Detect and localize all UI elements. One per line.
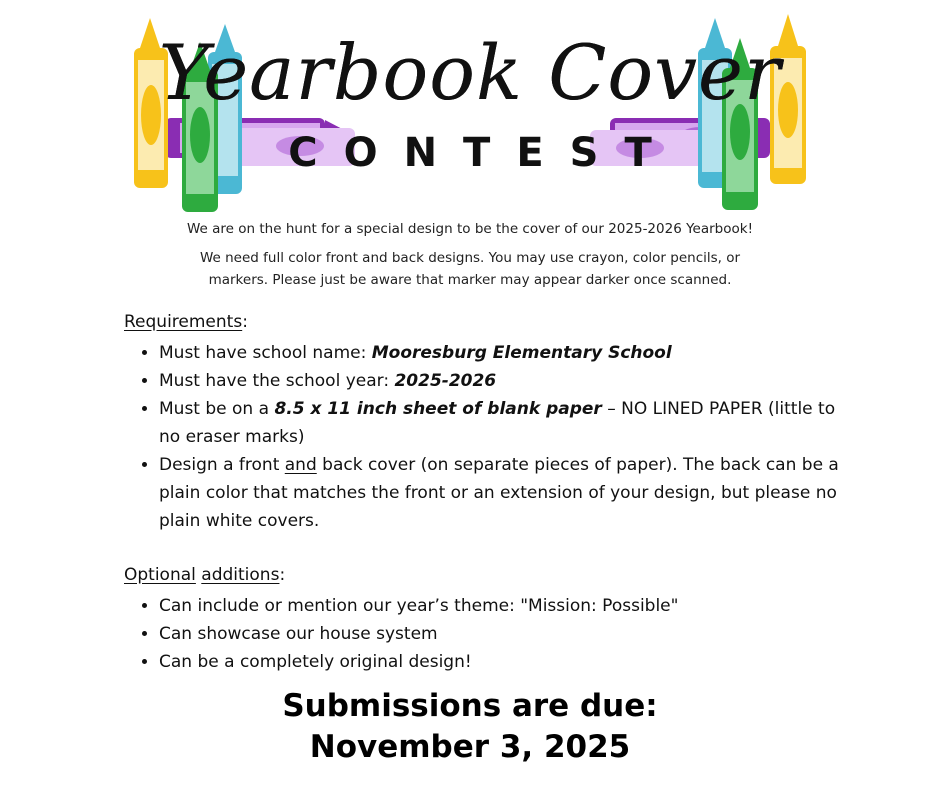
- requirement-text: Design a front: [159, 455, 285, 475]
- intro-line-2: We need full color front and back designs. You may use crayon, color pencils, or markers. Please just be aware that marker may appear darker once scanned.: [199, 250, 741, 288]
- school-year: 2025-2026: [394, 371, 497, 391]
- requirements-list: [124, 339, 859, 535]
- list-item: • Can include or mention our year’s theme: "Mission: Possible": [159, 592, 859, 620]
- requirement-label: Must be on a: [159, 399, 275, 419]
- optional-heading-b: additions: [201, 565, 280, 585]
- list-item: [159, 395, 859, 451]
- school-name: Mooresburg Elementary School: [371, 343, 672, 363]
- title-contest: CONTEST: [288, 130, 678, 176]
- list-item: • Can be a completely original design!: [159, 648, 859, 676]
- requirements-heading: Requirements:: [124, 312, 248, 332]
- requirement-label: Must have school name:: [159, 343, 372, 363]
- requirement-label: Must have the school year:: [159, 371, 395, 391]
- list-item: [159, 367, 859, 395]
- list-item: [159, 451, 859, 535]
- paper-size: 8.5 x 11 inch sheet of blank paper: [274, 399, 602, 419]
- requirement-text: back cover (on separate pieces of paper). The back can be a plain color that matches the front or an extension of your design, but please no plain white covers.: [159, 455, 839, 531]
- due-date: November 3, 2025: [309, 729, 631, 765]
- requirements-heading-text: Requirements: [124, 312, 243, 332]
- list-item: • Can showcase our house system: [159, 620, 859, 648]
- due-heading: Submissions are due:: [282, 688, 658, 724]
- emphasis-and: and: [284, 455, 317, 475]
- optional-list: [124, 592, 859, 676]
- header-banner: [0, 0, 940, 215]
- list-item: [159, 339, 859, 367]
- intro-line-1: We are on the hunt for a special design to be the cover of our 2025-2026 Yearbook!: [187, 221, 753, 237]
- title-script: Yearbook Cover: [158, 28, 782, 117]
- requirement-note: – NO LINED PAPER (little to no eraser marks): [159, 399, 836, 447]
- optional-heading-a: Optional: [124, 565, 196, 585]
- optional-heading: Optional additions:: [124, 565, 286, 585]
